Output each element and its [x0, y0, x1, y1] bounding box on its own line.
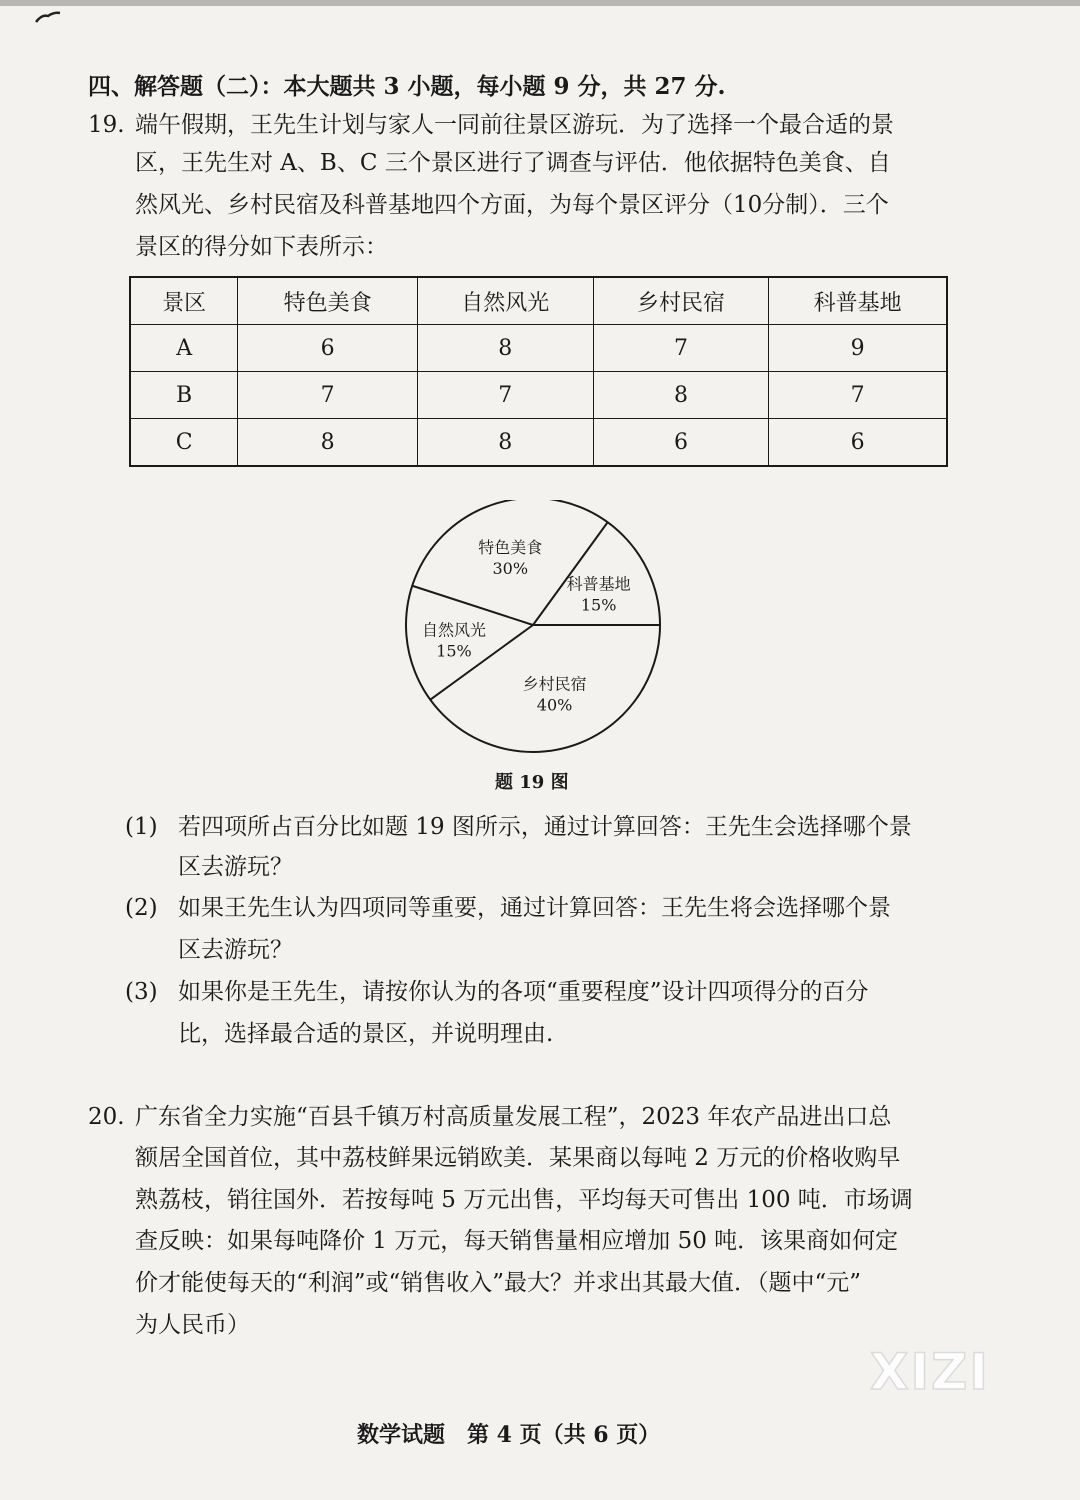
table-header-row	[130, 277, 947, 325]
q19-part-line: 若四项所占百分比如题 19 图所示，通过计算回答：王先生会选择哪个景	[178, 814, 912, 840]
table-cell: 8	[593, 372, 769, 419]
pie-slice-value-label: 15%	[436, 641, 472, 661]
q19-part-label: (1)	[125, 814, 158, 840]
q19-part-line: 如果你是王先生，请按你认为的各项“重要程度”设计四项得分的百分	[178, 979, 869, 1005]
pie-slice-boundary	[412, 586, 533, 625]
table-cell: 8	[417, 419, 593, 467]
pie-slice-label: 特色美食	[478, 537, 543, 557]
score-table	[129, 276, 948, 467]
table-cell: 8	[238, 419, 418, 467]
pie-slice-label: 科普基地	[566, 574, 631, 594]
q20-line: 熟荔枝，销往国外．若按每吨 5 万元出售，平均每天可售出 100 吨．市场调	[135, 1187, 913, 1213]
table-row	[130, 372, 947, 419]
table-header-cell: 乡村民宿	[593, 277, 769, 325]
table-cell: 6	[769, 419, 947, 467]
q19-stem-line: 景区的得分如下表所示：	[135, 234, 388, 260]
pen-mark	[34, 10, 62, 24]
table-cell: 8	[417, 325, 593, 372]
pie-slice-value-label: 15%	[580, 595, 617, 615]
q20-line: 查反映：如果每吨降价 1 万元，每天销售量相应增加 50 吨．该果商如何定	[135, 1228, 899, 1254]
table-row	[130, 325, 947, 372]
q19-part-line: 如果王先生认为四项同等重要，通过计算回答：王先生将会选择哪个景	[178, 895, 891, 921]
pie-slice-label: 自然风光	[421, 620, 486, 640]
watermark-logo: XIZI	[870, 1343, 991, 1401]
q20-line: 为人民币）	[135, 1312, 250, 1338]
q19-number: 19.	[88, 112, 125, 138]
q20-line: 额居全国首位，其中荔枝鲜果远销欧美．某果商以每吨 2 万元的价格收购早	[135, 1145, 901, 1171]
table-cell: 9	[769, 325, 947, 372]
q19-part-label: (2)	[125, 895, 158, 921]
q19-stem-line: 端午假期，王先生计划与家人一同前往景区游玩．为了选择一个最合适的景	[135, 112, 894, 138]
q19-stem-line: 区，王先生对 A、B、C 三个景区进行了调查与评估．他依据特色美食、自	[135, 150, 891, 176]
page-footer: 数学试题 第 4 页（共 6 页）	[357, 1422, 661, 1448]
q20-line: 广东省全力实施“百县千镇万村高质量发展工程”，2023 年农产品进出口总	[135, 1104, 892, 1130]
table-cell: C	[130, 419, 238, 467]
table-cell: 6	[593, 419, 769, 467]
q19-part-line: 比，选择最合适的景区，并说明理由.	[178, 1021, 554, 1047]
pie-chart	[400, 500, 670, 760]
q19-part-line: 区去游玩？	[178, 937, 293, 963]
table-row	[130, 419, 947, 467]
pie-slice-value-label: 40%	[536, 695, 573, 715]
q19-part-label: (3)	[125, 979, 158, 1005]
table-header-cell: 特色美食	[238, 277, 418, 325]
q20-number: 20.	[88, 1104, 125, 1130]
table-cell: 7	[593, 325, 769, 372]
table-cell: B	[130, 372, 238, 419]
pie-slice-value-label: 30%	[492, 558, 529, 578]
table-header-cell: 自然风光	[417, 277, 593, 325]
q20-line: 价才能使每天的“利润”或“销售收入”最大？并求出其最大值．（题中“元”	[135, 1270, 862, 1296]
q19-part-line: 区去游玩？	[178, 854, 293, 880]
pie-slice-label: 乡村民宿	[522, 674, 587, 694]
table-cell: 7	[769, 372, 947, 419]
table-header-cell: 科普基地	[769, 277, 947, 325]
table-cell: 7	[238, 372, 418, 419]
table-cell: A	[130, 325, 238, 372]
q19-stem-line: 然风光、乡村民宿及科普基地四个方面，为每个景区评分（10分制）．三个	[135, 192, 889, 218]
figure-caption: 题 19 图	[495, 772, 569, 793]
table-header-cell: 景区	[130, 277, 238, 325]
table-cell: 7	[417, 372, 593, 419]
section-heading: 四、解答题（二）：本大题共 3 小题，每小题 9 分，共 27 分.	[88, 73, 726, 100]
scan-top-edge	[0, 0, 1080, 6]
table-cell: 6	[238, 325, 418, 372]
